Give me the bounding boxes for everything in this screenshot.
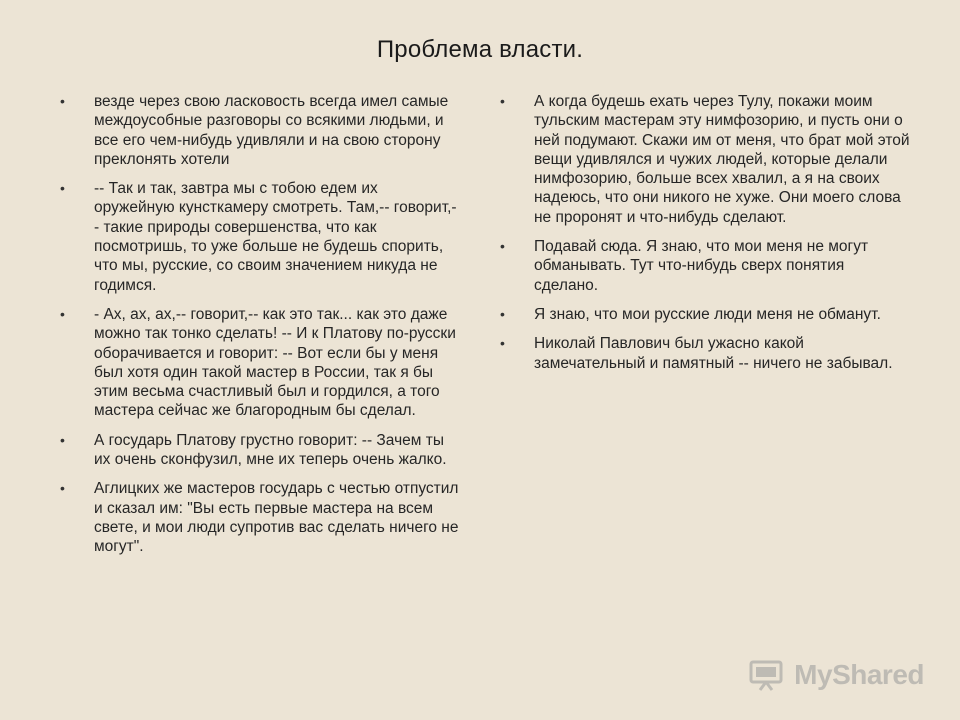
list-item (60, 179, 460, 295)
bullet-text: Подавай сюда. Я знаю, что мои меня не могут обманывать. Тут что-нибудь сверх понятия сделано. (534, 238, 869, 294)
list-item (500, 237, 910, 295)
slide-title: Проблема власти. (376, 36, 584, 63)
presentation-board-icon (748, 658, 788, 692)
list-item (60, 479, 460, 556)
list-item (60, 92, 460, 169)
bullet-text: везде через свою ласковость всегда имел самые междоусобные разговоры со всякими людьми, и все его чем-нибудь удивляли и на свою сторону преклонять хотели (94, 93, 449, 168)
bullet-icon: • (60, 480, 65, 497)
bullet-icon: • (500, 238, 505, 255)
watermark-logo (748, 658, 924, 692)
bullet-icon: • (500, 305, 505, 322)
list-item (500, 334, 910, 373)
bullet-icon: • (500, 335, 505, 352)
list-item (60, 431, 460, 470)
left-bullet-list (60, 92, 460, 567)
bullet-text: Аглицких же мастеров государь с честью отпустил и сказал им: "Вы есть первые мастера на всем свете, и мои люди супротив вас сделать ничего не могут". (94, 480, 459, 556)
bullet-icon: • (60, 93, 65, 109)
bullet-icon: • (60, 431, 65, 448)
list-item (500, 305, 910, 324)
bullet-text: Николай Павлович был ужасно какой замечательный и памятный -- ничего не забывал. (534, 335, 893, 372)
bullet-text: - Ах, ах, ах,-- говорит,-- как это так... как это даже можно так тонко сделать! -- И к Платову по-русски оборачивается и говорит: -- Вот если бы у меня был хотя один такой мастер в России, так я бы этим весьма счастливый был и гордился, а того мастера сейчас же благородным бы сделал. (94, 305, 456, 420)
right-bullet-list (500, 92, 910, 383)
list-item (500, 92, 910, 227)
watermark-text: MyShared (794, 659, 924, 690)
bullet-icon: • (60, 305, 65, 322)
bullet-text: А государь Платову грустно говорит: -- Зачем ты их очень сконфузил, мне их теперь очень жалко. (94, 431, 447, 469)
bullet-icon: • (60, 180, 65, 197)
bullet-text: Я знаю, что мои русские люди меня не обманут. (534, 305, 881, 323)
bullet-text: -- Так и так, завтра мы с тобою едем их оружейную кунсткамеру смотреть. Там,-- говорит,-- такие природы совершенства, что как посмотришь, то уже больше не будешь спорить, что мы, русские, со своим значением никуда не годимся. (94, 180, 457, 294)
bullet-icon: • (500, 93, 505, 109)
list-item (60, 305, 460, 421)
bullet-text: А когда будешь ехать через Тулу, покажи моим тульским мастерам эту нимфозорию, и пусть они о ней подумают. Скажи им от меня, что брат мой этой вещи удивлялся и чужих людей, которые делали нимфозорию, больше всех хвалил, а я на своих надеюсь, что они никого не хуже. Они моего слова не проронят и что-нибудь сделают. (534, 93, 910, 226)
